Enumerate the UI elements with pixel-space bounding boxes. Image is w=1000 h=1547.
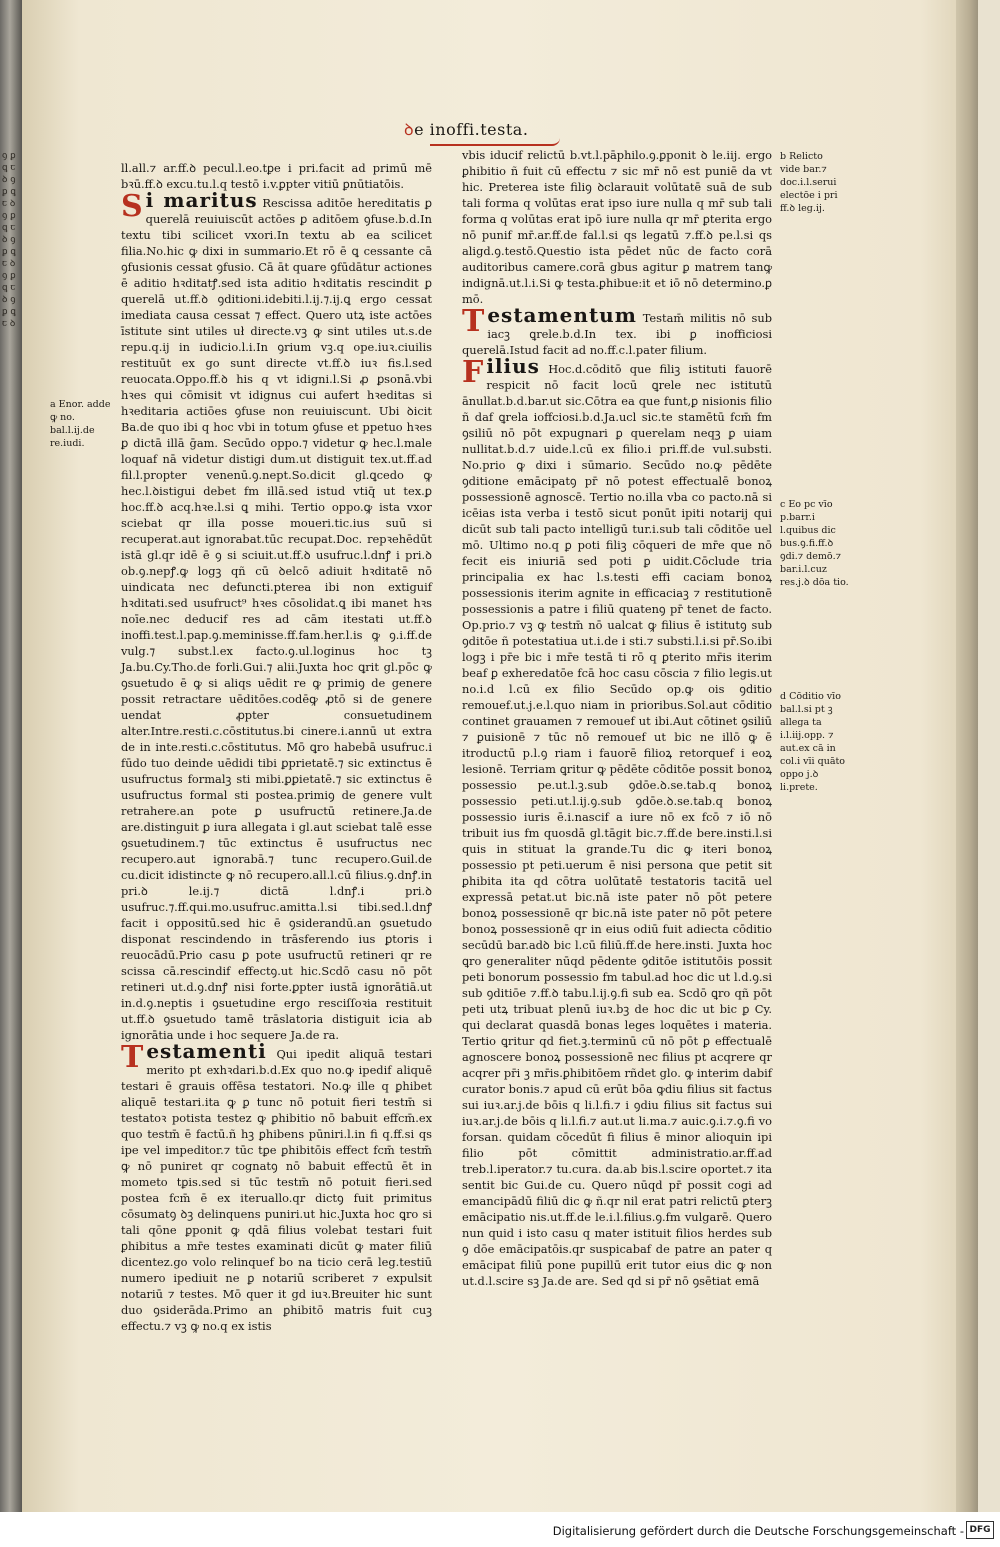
running-header: [404, 118, 528, 140]
page-edge: [956, 0, 978, 1512]
lemma-heading: ilius: [486, 354, 540, 378]
right-column: [462, 147, 772, 1289]
left-section-2-text: Qui ipedit aliquā testari merito pt exhꝛdari.b.d.Ex quo no.ꝙ ipedif aliquē testari ē grauis offēsa testatori. No.ꝙ ille q ꝑhibet aliquē testari.ita ꝙ ꝑ tunc nō potuit fieri testm̄ si testatoꝛ potista testez ꝙ ꝑhibitio nō babuit effcm̄.ex quo testm̄ ē factū.ñ hꝫ ꝑhibens pūniri.l.in fi q.ff.si qs ipe vel impeditor.⁊ tūc tꝑe ꝑhibitōis effect fcm̄ testm̄ ꝙ nō puniret qr cognatꝯ nō babuit effectū ēt in mometo tꝑis.sed si tūc testm̄ nō potuit fieri.sed postea fcm̄ ē ex iteruallo.qr dictꝯ fuit primitus cōsumatꝯ ꝺꝫ delinquens puniri.ut hic.Juxta hoc ꝗro si tali qōne ꝑponit ꝙ qdā filius volebat testari fuit ꝑhibitus a mr̄e testes examinati dicūt ꝙ mater filiū dicentez.go volo relinquef bo na ticio cerā leg.testiū numero ipediuit ne ꝑ notariū scriberet ⁊ expulsit notariū ⁊ testes. Mō quer it gd iuꝛ.Breuiter hic sunt duo ꝯsiderāda.Primo an ꝑhibitō matris fuit cuꝫ effectu.⁊ vꝫ ꝙ no.q ex istis: [121, 1047, 433, 1333]
right-column-section-2: [462, 354, 772, 1289]
lemma-heading: estamenti: [146, 1039, 267, 1063]
margin-note-c: c Eo pc vīo p.barr.i l.quibus dic bus.ꝯ.fi.ff.ꝺ ꝯdi.⁊ demō.⁊ bar.i.l.cuz res.j.ꝺ dōa tio.: [780, 499, 849, 588]
header-flourish: [430, 138, 560, 146]
dfg-logo: DFG: [966, 1521, 994, 1539]
left-column-section-2: [121, 1039, 433, 1334]
left-column-intro: ll.all.⁊ ar.ff.ꝺ pecul.l.eo.tꝑe i pri.facit ad primū mē bꝛū.ff.ꝺ excu.tu.l.q testō i.v.ꝑpter vitiū ꝑnūtiatōis.: [121, 161, 432, 191]
funding-notice: Digitalisierung gefördert durch die Deutsche Forschungsgemeinschaft -: [552, 1524, 964, 1538]
right-section-2-text: Hoc.d.cōditō que filiꝫ istituti fauorē respicit nō facit locū ꝗrele nec istitutū ānullat.b.d.bar.ut sic.Cōtra ea que funt,ꝑ nisionis filio ñ daf ꝗrela ioffciosi.b.d.Ja.ucl sic.te stamētū fcm̄ fm ꝯsiliū nō pōt expugnari ꝑ querelam neqꝫ ꝑ uiam nullitat.b.d.⁊ uide.l.cū ex filio.i pri.ff.de vul.substi. No.prio ꝙ dixi i sūmario. Secūdo no.ꝙ pēdēte ꝯditione emācipatꝯ pr̄ nō potest effectualē bonoꝝ possessionē agnoscē. Tertio no.illa vba co pacto.nā si icēias ista verba i testō sicut ponūt ipiti notarij qui dicūt sub tali pacto intelligū tur.i.sub tali cōditōe uel mō. Ultimo no.q ꝑ poti filiꝫ cōqueri de mr̄e que nō fecit eis iniuriā sed poti ꝑ uidit.Cōclude tria principalia ex hac l.s.testi effi caciam bonoꝝ possessionis iterim agnite in efficaciaꝫ ⁊ restitutionē possessionis a patre i filiū quatenꝯ pr̄ tenet de facto. Op.prio.⁊ vꝫ ꝙ testm̄ nō ualcat ꝙ filius ē istitutꝯ sub ꝯditōe ñ potestatiua ut.i.de i sti.⁊ substi.l.i.si pr̄.So.ibi logꝫ i pr̄e bic i mr̄e testā ti rō q ꝑterito mr̄is iterim beaf ꝑ exheredatōe fcā hoc casu cōscia ⁊ filio legis.ut no.i.d l.cū ex filio Secūdo op.ꝙ ois ꝯditio remouef.ut.j.e.l.quo niam in prioribus.Sol.aut cōditio continet grauamen ⁊ remouef ut ibi.Aut cōtinet ꝯsiliū ⁊ ꝑuisionē ⁊ tūc nō remouef ut bic ne illō ꝙ ē itroductū p.l.ꝯ riam i fauorē filioꝝ retorquef i eoꝝ lesionē. Terriam ꝗritur ꝙ pēdēte cōditōe possit bonoꝝ possessio pe.ut.l.ꝫ.sub ꝯdōe.ꝺ.se.tab.q bonoꝝ possessio peti.ut.l.ij.ꝯ.sub ꝯdōe.ꝺ.se.tab.q bonoꝝ possessio iuris ē.i.nascif a iure nō ex fcō ⁊ iō nō tribuit ius fm quosdā gl.tāgit bic.⁊.ff.de bere.insti.l.si quis in stituat la grande.Tu dic ꝙ iteri bonoꝝ possessio pt peti.uerum ē nisi persona que petit sit ꝑhibita ita qd cōtra uolūtatē testatoris tacitā uel expressā petat.ut bic.nā iste pater nō pōt petere bonoꝝ possessionē qr bic.nā iste pater nō pōt petere bonoꝝ possessionē qr in eius odiū fuit adiecta cōditio secūdū bar.adꝺ bic l.cū filiū.ff.de here.insti. Juxta hoc ꝗro generaliter nūqd pēdente ꝯditōe istitutōis possit peti bonorum possessio fm tabul.ad hoc dic ut l.d.ꝯ.si sub ꝯditiōe ⁊.ff.ꝺ tabu.l.ij.ꝯ.fi sub ea. Scdō ꝗro qñ pōt peti utꝝ tribuat plenū iuꝛ.bꝫ de hoc dic ut bic ꝑ Cy. qui declarat quasdā bonas leges loquētes i materia. Tertio ꝗritur qd fiet.ꝫ.terminū cū nō pōt ꝑ effectualē agnoscere bonoꝝ possessionē nec filius pt acqrere qr acqrer pr̄i ꝫ mr̄is.ꝑhibitōem rñdet glo. ꝙ interim dabif curator bonis.⁊ apud cū erūt bōa ꝙdiu filius sit factus sui iuꝛ.ar.j.de bōis q li.l.fi.⁊ i ꝯdiu filius sit factus sui iuꝛ.ar.j.de bōis q li.l.fi.⁊ aut.ut li.ma.⁊ auic.ꝯ.i.⁊.ꝯ.fi vo forsan. quidam cōcedūt fi filius ē minor alioquin ipi filio pōt cōmittit administratio.ar.ff.ad treb.l.iperator.⁊ tu.cura. da.ab bis.l.scire oportet.⁊ ita sentit bic Gui.de cu. Quero nūqd pr̄ possit cogi ad emancipādū filiū dic ꝙ ñ.qr nil erat patri relictū ꝑterꝫ emācipatio nis.ut.ff.de le.i.l.filius.ꝯ.fm vulgarē. Quero nun quid i isto casu q mater istituit filios herdes sub ꝯ dōe emācipatōis.qr suspicabaf de patre an pater q emācipat filiū pone pupillū erit tutor eius dic ꝙ non ut.d.l.scire sꝫ Ja.de are. Sed qd si pr̄ nō ꝯsētiat emā: [462, 362, 772, 1288]
lemma-heading: i maritus: [145, 188, 258, 212]
red-initial: F: [462, 355, 484, 390]
margin-note-b: b Relicto vide bar.⁊ doc.i.l.serui electōe i pri ff.ꝺ leg.ij.: [780, 151, 838, 214]
red-initial: S: [121, 189, 143, 224]
left-column: [121, 160, 432, 1334]
right-column-section-1: [462, 303, 772, 358]
right-section-1-text: Testam̄ militis nō sub iacꝫ ꝗrele.b.d.In tex. ibi ꝑ inofficiosi querelā.Istud facit ad no.ff.c.l.pater filium.: [462, 311, 772, 357]
right-column-intro: vbis iducif relictū b.vt.l.pāphilo.ꝯ.ꝑponit ꝺ le.iij. ergo ꝑhibitio ñ fuit cū effectu ⁊ sic mr̄ nō est puniē da vt hic. Preterea iste filiꝯ ꝺclarauit volūtatē suā de sub tali forma q volūtas erat ipso iure nulla q mr̄ sub tali forma q volūtas erat ipō iure nulla qr mr̄ ꝑterita ergo nō punif mr̄.ar.ff.de fal.l.si qs legatū ⁊.ff.ꝺ pe.l.si qs aligd.ꝯ.testō.Questio ista pēdet nūc de facto corā auditoribus camere.corā gbus agitur ꝑ matrem tanꝙ indignā.ut.l.i.Si ꝙ testa.ꝑhibue:it et iō nō determino.ꝑ mō.: [462, 148, 772, 306]
previous-page-strip: ꝯ ꝑ ꝗ ꞇ ꝺ ꝯ ꝑ ꝗ ꞇ ꝺ ꝯ ꝑ ꝗ ꞇ ꝺ ꝯ ꝑ ꝗ ꞇ ꝺ ꝯ ꝑ ꝗ ꞇ ꝺ ꝯ ꝑ ꝗ ꞇ ꝺ: [2, 151, 16, 329]
margin-note-d: d Cōditio vīo bal.l.si pt ꝫ allega ta i.l.iij.opp. ⁊ aut.ex cā in col.i vīi quāto oppo j.ꝺ li.prete.: [780, 691, 846, 793]
footer-bar: [0, 1512, 1000, 1547]
left-section-1-text: Rescissa aditōe hereditatis ꝑ querelā reuiuiscūt actōes ꝑ aditōem ꝯfuse.b.d.In textu tibi scilicet vxori.In textu ab ea scilicet filia.No.hic ꝙ dixi in summario.Et rō ē ꝗ cessante cā ꝯfusionis cessat ꝯfusio. Cā āt quare ꝯfūdātur actiones ē aditio hꝛditatꝭ.sed ista aditio hꝛditatis rescindit ꝑ querelā ut.ff.ꝺ ꝯditioni.idebiti.l.ij.⁊.ij.ꝗ ergo cessat imediata causa cessat ⁊ effect. Quero utꝝ iste actōes īstitute sint utiles uł directe.vꝫ ꝙ sint utiles ut.s.de repu.q.ij in iudicio.l.i.In ꝯrium vꝫ.q ope.iuꝛ.ciuilis restituūt ex go sunt directe vt.ff.ꝺ iuꝛ fis.l.sed reuocata.Oppo.ff.ꝺ his q vt idigni.l.Si ꝓ ꝑsonā.vbi hꝛes qui cōmisit vt idignus cui aufert hꝛeditas si hꝛeditaria actiōes ꝯfuse non reuiuiscunt. Ubi ꝺicit Ba.de quo ibi q hoc vbi in totum ꝯfuse et ppetuo hꝛes ꝑ dictā illā ḡam. Secūdo oppo.⁊ videtur ꝙ hec.l.male loquaf nā videtur distigi dum.ut distiguit tex.ut.ff.ad fil.l.propter venenū.ꝯ.nept.So.dicit gl.ꝗcedo ꝙ hec.l.ꝺistigui debet fm illā.sed istud vtiq̄ ut tex.ꝑ hoc.ff.ꝺ acq.hꝛe.l.si ꝗ mihi. Tertio oppo.ꝙ ista vxor sciebat qr illa posse moueri.tic.ius suū si recuperat.aut ignorabat.tūc recupat.Doc. repꝛehēdūt istā gl.qr idē ē ꝯ si sciuit.ut.ff.ꝺ usufruc.l.dnꝭ i pri.ꝺ ob.ꝯ.nepꝭ.ꝙ logꝫ qñ cū ꝺelcō adiuit hꝛditatē nō uindicata nec defuncti.pterea ibi non extiguif hꝛditati.sed usufruct⁹ hꝛes cōsolidat.ꝗ ibi manet hꝛs noīe.nec deducif res ad cām itestati ut.ff.ꝺ inoffi.test.l.pap.ꝯ.meminisse.ff.fam.her.l.is ꝙ ꝯ.i.ff.de vulg.⁊ subst.l.ex facto.ꝯ.ul.loginus hoc tꝫ Ja.bu.Cy.Tho.de forli.Gui.⁊ alii.Juxta hoc ꝗrit gl.pōc ꝙ ꝯsuetudo ē ꝙ si aliqs uēdit re ꝙ primiꝯ de genere possit retractare uēditōes.codēꝙ ꝓtō si de genere uendat ꝓpter consuetudinem alter.Intre.resti.c.cōstitutus.bi cinere.i.annū ut extra de in inte.resti.c.cōstitutus. Mō ꝗro habebā usufruc.i fūdo tuo deinde uēdidi tibi ꝑprietatē.⁊ sic extinctus ē usufructus formalꝫ sti mibi.ꝑꝑietatē.⁊ sic extinctus ē usufructus formal sti postea.primiꝯ de genere vult retrahere.an pote ꝑ usufructū retinere.Ja.de are.distinguit ꝑ iura allegata i gl.aut sciebat talē esse ꝯsuetudinem.⁊ tūc extinctus ē usufructus nec recupero.aut ignorabā.⁊ tunc recupero.Guil.de cu.dicit idistincte ꝙ nō recupero.all.l.cū filius.ꝯ.dnꝭ.in pri.ꝺ le.ij.⁊ dictā l.dnꝭ.i pri.ꝺ usufruc.⁊.ff.qui.mo.usufruc.amitta.l.si tibi.sed.l.dnꝭ facit i oppositū.sed hic ē ꝯsiderandū.an ꝯsuetudo disponat rescindendo in trāsferendo ius ꝑtoris i reuocādū.Prio casu ꝑ pote usufructū retineri qr re scissa cā.rescindif effectꝯ.ut hic.Scdō casu nō pōt retineri ut.d.ꝯ.dnꝭ nisi forte.ꝑpter iustā ignorātiā.ut in.d.ꝯ.neptis i ꝯsuetudine ergo resciſſoꝛia restituit ut.ff.ꝺ ꝯsuetudo tamē trāslatoria distiguit icia ab ignorātia unde i hoc sequere Ja.de ra.: [121, 196, 432, 1042]
header-title: e inoffi.testa.: [414, 120, 529, 139]
red-initial: T: [462, 304, 485, 339]
margin-note-a: a Enor. adde ꝙ no. bal.l.ij.de re.iudi.: [50, 399, 111, 449]
lemma-heading: estamentum: [487, 303, 637, 327]
left-column-section-1: [121, 188, 432, 1043]
red-initial: T: [121, 1040, 144, 1075]
header-mark: ꝺ: [404, 120, 415, 139]
